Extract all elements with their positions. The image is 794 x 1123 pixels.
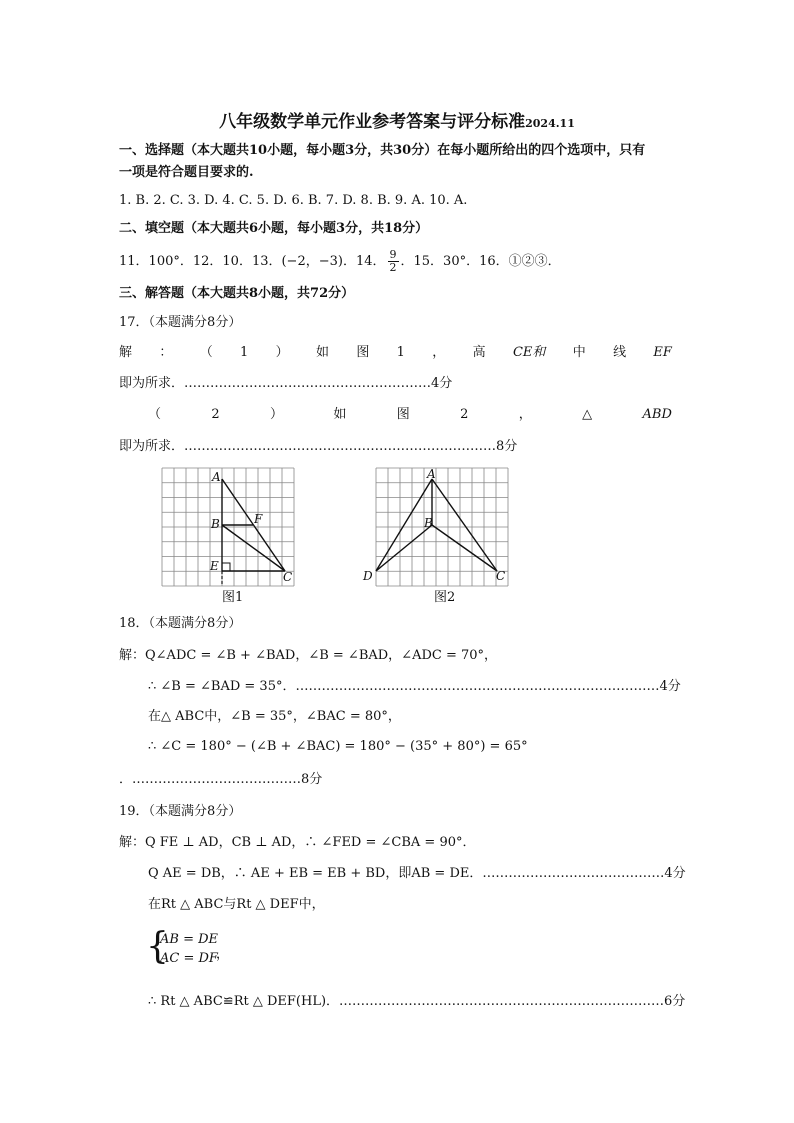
title-text: 八年级数学单元作业参考答案与评分标准 — [219, 112, 526, 132]
q17-token: 1 — [396, 345, 405, 360]
q17-line1 — [119, 344, 672, 362]
fig2-label-b: B — [424, 516, 433, 530]
q17-token: ： — [159, 345, 173, 360]
figure2-triangles — [376, 479, 497, 571]
q19-line4: ∴ Rt △ ABC≌Rt △ DEF(HL)．…………………………………………………………………6分 — [148, 994, 686, 1009]
segment-bc — [222, 525, 285, 571]
q17-token: 如 — [315, 345, 329, 360]
fig2-label-a: A — [427, 467, 436, 481]
q17-token: 2 — [460, 407, 469, 422]
section2-heading: 二、填空题（本大题共6小题，每小题3分，共18分） — [119, 221, 429, 236]
q19-line3: 在Rt △ ABC与Rt △ DEF中， — [148, 897, 325, 912]
system-brace: { — [146, 926, 169, 967]
q19-system-comma: ， — [216, 947, 230, 962]
q17-line3 — [148, 406, 672, 424]
fig1-label-b: B — [211, 517, 220, 531]
fraction-denominator: 2 — [389, 261, 397, 274]
q17-token: 1 — [240, 345, 249, 360]
q17-token: 2 — [211, 407, 220, 422]
q19-header: 19．（本题满分8分） — [119, 804, 242, 819]
figure2-grid — [376, 468, 508, 586]
q17-token: 图 — [396, 407, 410, 422]
q19-line1: 解：Q FE ⊥ AD，CB ⊥ AD，∴ ∠FED = ∠CBA = 90°． — [119, 835, 476, 850]
q17-token: （ — [199, 345, 213, 360]
q18-header: 18．（本题满分8分） — [119, 616, 242, 631]
figure-2 — [360, 465, 520, 605]
section3-heading: 三、解答题（本大题共8小题，共72分） — [119, 286, 355, 301]
q18-line4: ∴ ∠C = 180° − (∠B + ∠BAC) = 180° − (35° + 80°) = 65° — [148, 739, 528, 754]
section2-answers — [119, 249, 561, 274]
q17-header: 17．（本题满分8分） — [119, 315, 242, 330]
q17-token: 如 — [333, 407, 347, 422]
q17-token: ） — [275, 345, 289, 360]
right-angle-mark — [222, 563, 230, 571]
page-title — [0, 107, 794, 132]
q17-line4: 即为所求．………………………………………………………………8分 — [119, 439, 518, 454]
fig2-label-c: C — [496, 569, 506, 583]
q19-system-eq1: AB = DE — [160, 932, 219, 947]
section1-heading-line2: 一项是符合题目要求的. — [119, 165, 254, 180]
section2-answers-before: 11．100°．12．10．13．(−2，−3)．14． — [119, 254, 386, 269]
q17-token: ABD — [642, 407, 672, 422]
q19-system-eq2: AC = DF — [160, 951, 218, 966]
q17-token: ） — [270, 407, 284, 422]
side-bc — [432, 525, 497, 571]
fig2-label-d: D — [363, 569, 373, 583]
figure-1 — [150, 465, 310, 605]
title-date: 2024.11 — [525, 117, 575, 130]
q17-token: ， — [518, 407, 532, 422]
q17-token: 图 — [356, 345, 370, 360]
q17-token: 高 — [472, 345, 486, 360]
q18-line3: 在△ ABC中，∠B = 35°，∠BAC = 80°， — [148, 709, 401, 724]
fig1-label-c: C — [283, 570, 293, 584]
q17-token: 中 — [572, 345, 586, 360]
figure2-caption: 图2 — [434, 590, 456, 605]
q17-token: EF — [653, 345, 672, 360]
q19-line2: Q AE = DB，∴ AE + EB = EB + BD，即AB = DE．……………………………………4分 — [148, 866, 686, 881]
figure1-grid — [162, 468, 294, 586]
q17-token: △ — [582, 407, 593, 422]
fig1-label-e: E — [210, 559, 219, 573]
q18-line2: ∴ ∠B = ∠BAD = 35°．…………………………………………………………………………4分 — [148, 679, 681, 694]
q17-token: 线 — [613, 345, 627, 360]
side-ac — [432, 479, 497, 571]
fig1-label-f: F — [254, 512, 263, 526]
section1-answers: 1. B. 2. C. 3. D. 4. C. 5. D. 6. B. 7. D. 8. B. 9. A. 10. A. — [119, 193, 468, 208]
section2-answers-after: ．15．30°．16．①②③． — [400, 254, 561, 269]
q17-token: （ — [148, 407, 162, 422]
fig1-label-a: A — [212, 470, 221, 484]
q17-token: ， — [432, 345, 446, 360]
section1-heading-line1: 一、选择题（本大题共10小题，每小题3分，共30分）在每小题所给出的四个选项中，只有 — [119, 143, 646, 158]
q17-token: 解 — [119, 345, 133, 360]
q18-line1: 解：Q∠ADC = ∠B + ∠BAD，∠B = ∠BAD，∠ADC = 70°， — [119, 648, 498, 663]
figure1-caption: 图1 — [222, 590, 244, 605]
fraction-nine-halves — [388, 249, 399, 274]
q18-line5: ．…………………………………8分 — [119, 772, 323, 787]
fraction-numerator: 9 — [389, 248, 397, 261]
q17-line2: 即为所求．…………………………………………………4分 — [119, 376, 453, 391]
q17-token: CE和 — [512, 345, 546, 360]
